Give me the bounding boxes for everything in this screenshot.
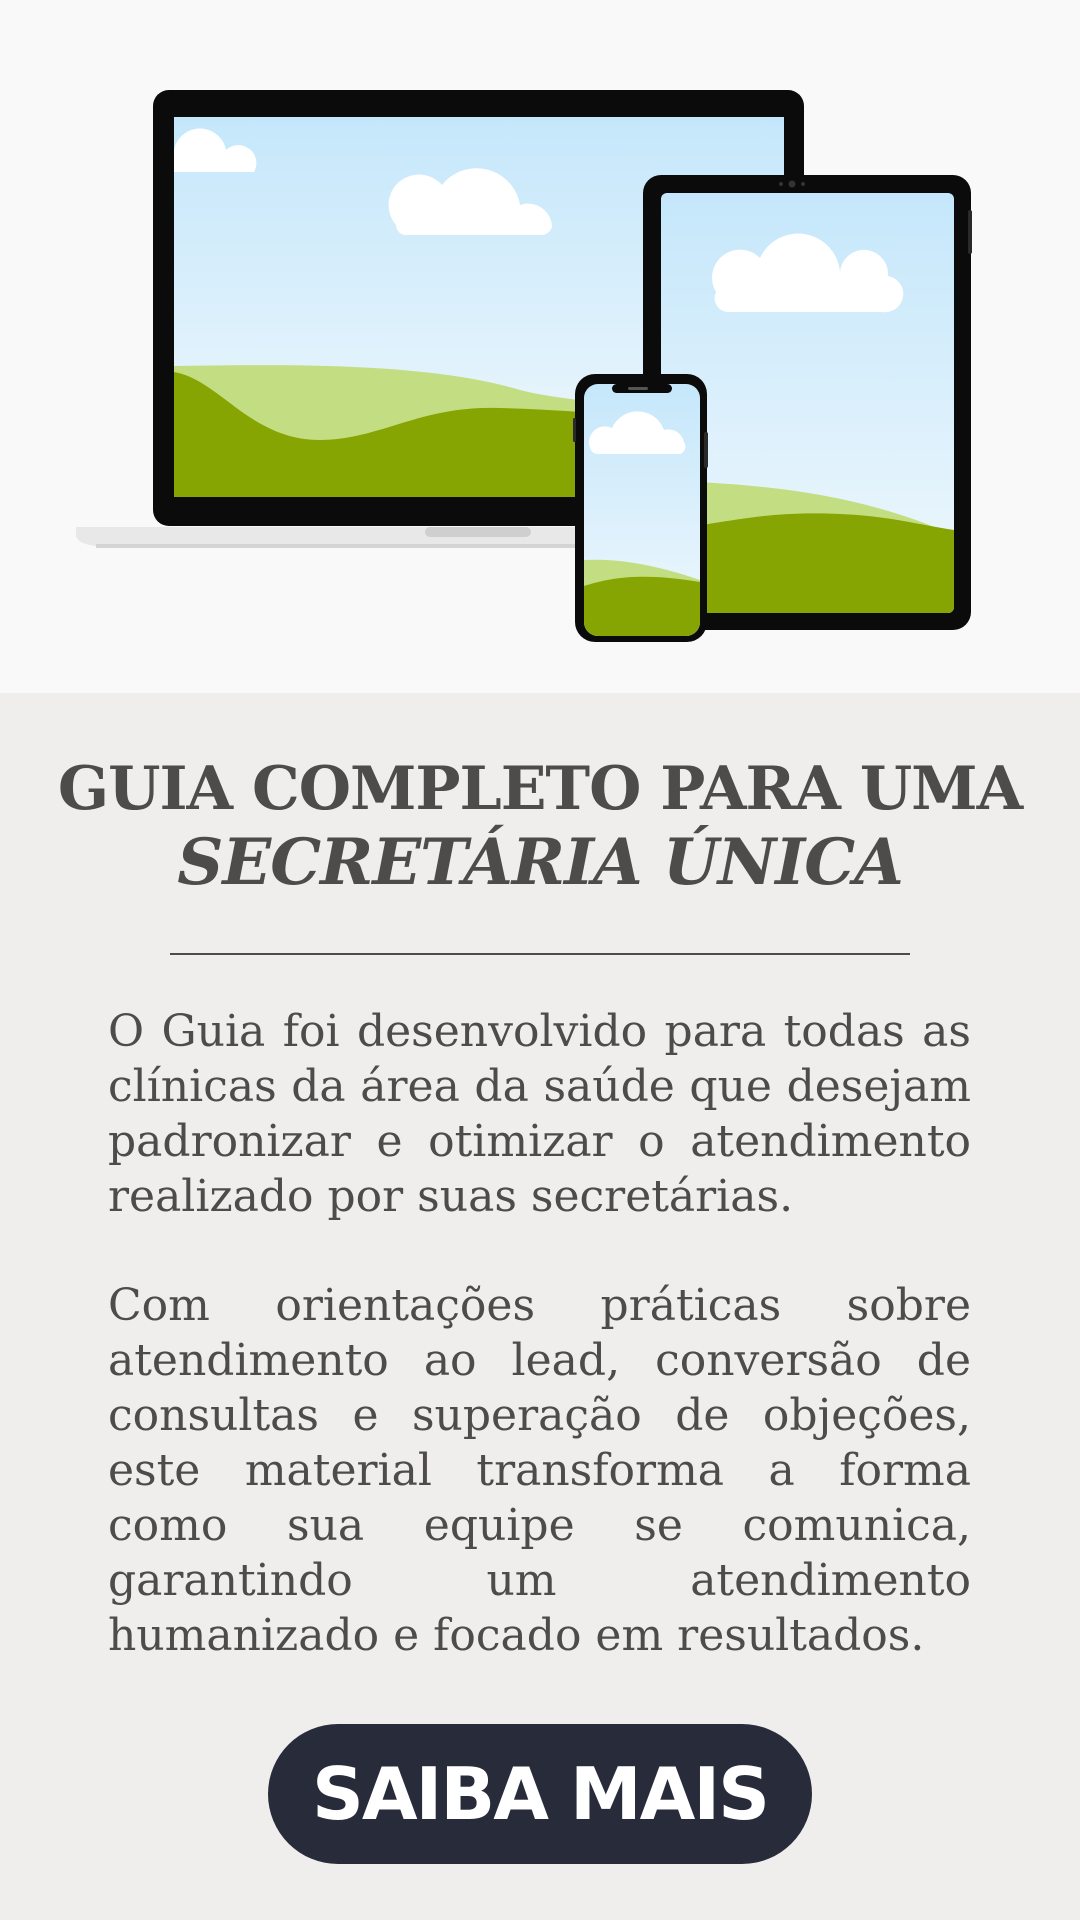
title-line-2: SECRETÁRIA ÚNICA — [177, 825, 903, 900]
devices-mockup — [0, 0, 1080, 693]
title-line-1: GUIA COMPLETO PARA UMA — [57, 754, 1023, 824]
details-paragraph: Com orientações práticas sobre atendimento ao lead, conversão de consultas e superação de objeções, este material transforma a forma como sua equipe se comunica, garantindo um atendimento humanizado e focado em resultados. — [108, 1280, 971, 1661]
saiba-mais-button[interactable]: SAIBA MAIS — [268, 1724, 812, 1864]
hero-illustration — [0, 0, 1080, 693]
page-title — [0, 752, 1080, 900]
phone-icon — [573, 374, 708, 642]
intro-paragraph: O Guia foi desenvolvido para todas as clínicas da área da saúde que desejam padronizar e otimizar o atendimento realizado por suas secretárias. — [108, 1006, 971, 1222]
divider — [170, 953, 910, 955]
